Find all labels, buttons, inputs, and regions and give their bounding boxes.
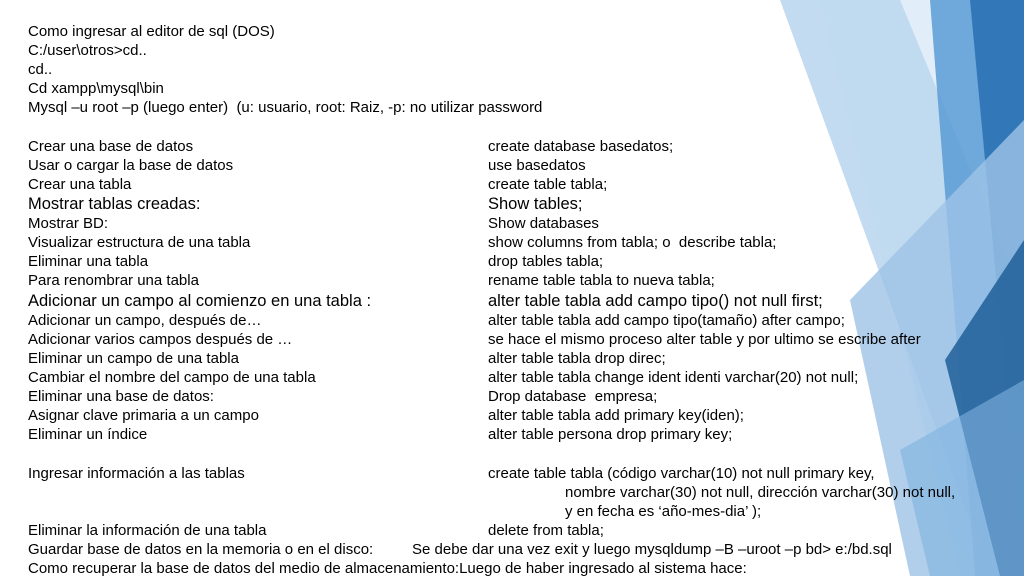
command-text: alter table tabla change ident identi varchar(20) not null; — [488, 369, 859, 386]
command-text: drop tables tabla; — [488, 253, 604, 270]
command-label: Crear una base de datos — [28, 138, 194, 155]
command-text: alter table tabla add campo tipo(tamaño) after campo; — [488, 312, 845, 329]
intro-line-4: Cd xampp\mysql\bin — [28, 80, 164, 97]
delete-command: delete from tabla; — [488, 522, 604, 539]
backup-command: Se debe dar una vez exit y luego mysqldump –B –uroot –p bd> e:/bd.sql — [412, 541, 892, 558]
insert-command: create table tabla (código varchar(10) not null primary key, — [488, 465, 875, 482]
delete-label: Eliminar la información de una tabla — [28, 522, 267, 539]
command-text: Drop database empresa; — [488, 388, 658, 405]
recover-text: Como recuperar la base de datos del medio de almacenamiento:Luego de haber ingresado al sistema hace: — [28, 560, 747, 576]
command-label: Asignar clave primaria a un campo — [28, 407, 259, 424]
command-label: Eliminar un índice — [28, 426, 148, 443]
command-text: create database basedatos; — [488, 138, 674, 155]
command-label: Usar o cargar la base de datos — [28, 157, 234, 174]
command-label: Crear una tabla — [28, 176, 132, 193]
command-text: Show databases — [488, 215, 599, 232]
command-text: Show tables; — [488, 195, 583, 213]
command-text: create table tabla; — [488, 176, 608, 193]
intro-line-3: cd.. — [28, 61, 53, 78]
command-label: Cambiar el nombre del campo de una tabla — [28, 369, 316, 386]
command-label: Mostrar tablas creadas: — [28, 195, 201, 213]
command-label: Eliminar una base de datos: — [28, 388, 214, 405]
insert-continuation-1: nombre varchar(30) not null, dirección varchar(30) not null, — [565, 484, 956, 501]
intro-line-5: Mysql –u root –p (luego enter) (u: usuario, root: Raiz, -p: no utilizar password — [28, 99, 543, 116]
insert-label: Ingresar información a las tablas — [28, 465, 245, 482]
command-text: alter table tabla add campo tipo() not null first; — [488, 292, 823, 310]
command-text: show columns from tabla; o describe tabla; — [488, 234, 777, 251]
command-label: Mostrar BD: — [28, 215, 109, 232]
command-label: Eliminar una tabla — [28, 253, 149, 270]
intro-line-1: Como ingresar al editor de sql (DOS) — [28, 23, 275, 40]
command-text: alter table tabla add primary key(iden); — [488, 407, 744, 424]
command-text: alter table tabla drop direc; — [488, 350, 666, 367]
backup-label: Guardar base de datos en la memoria o en el disco: — [28, 541, 374, 558]
command-text: se hace el mismo proceso alter table y por ultimo se escribe after — [488, 331, 921, 348]
intro-line-2: C:/user\otros>cd.. — [28, 42, 147, 59]
insert-continuation-2: y en fecha es ‘año-mes-dia’ ); — [565, 503, 762, 520]
command-text: use basedatos — [488, 157, 586, 174]
command-label: Adicionar varios campos después de … — [28, 331, 293, 348]
command-text: alter table persona drop primary key; — [488, 426, 733, 443]
command-label: Eliminar un campo de una tabla — [28, 350, 239, 367]
command-label: Adicionar un campo, después de… — [28, 312, 262, 329]
command-label: Visualizar estructura de una tabla — [28, 234, 251, 251]
command-text: rename table tabla to nueva tabla; — [488, 272, 715, 289]
command-label: Para renombrar una tabla — [28, 272, 199, 289]
command-label: Adicionar un campo al comienzo en una tabla : — [28, 292, 372, 310]
